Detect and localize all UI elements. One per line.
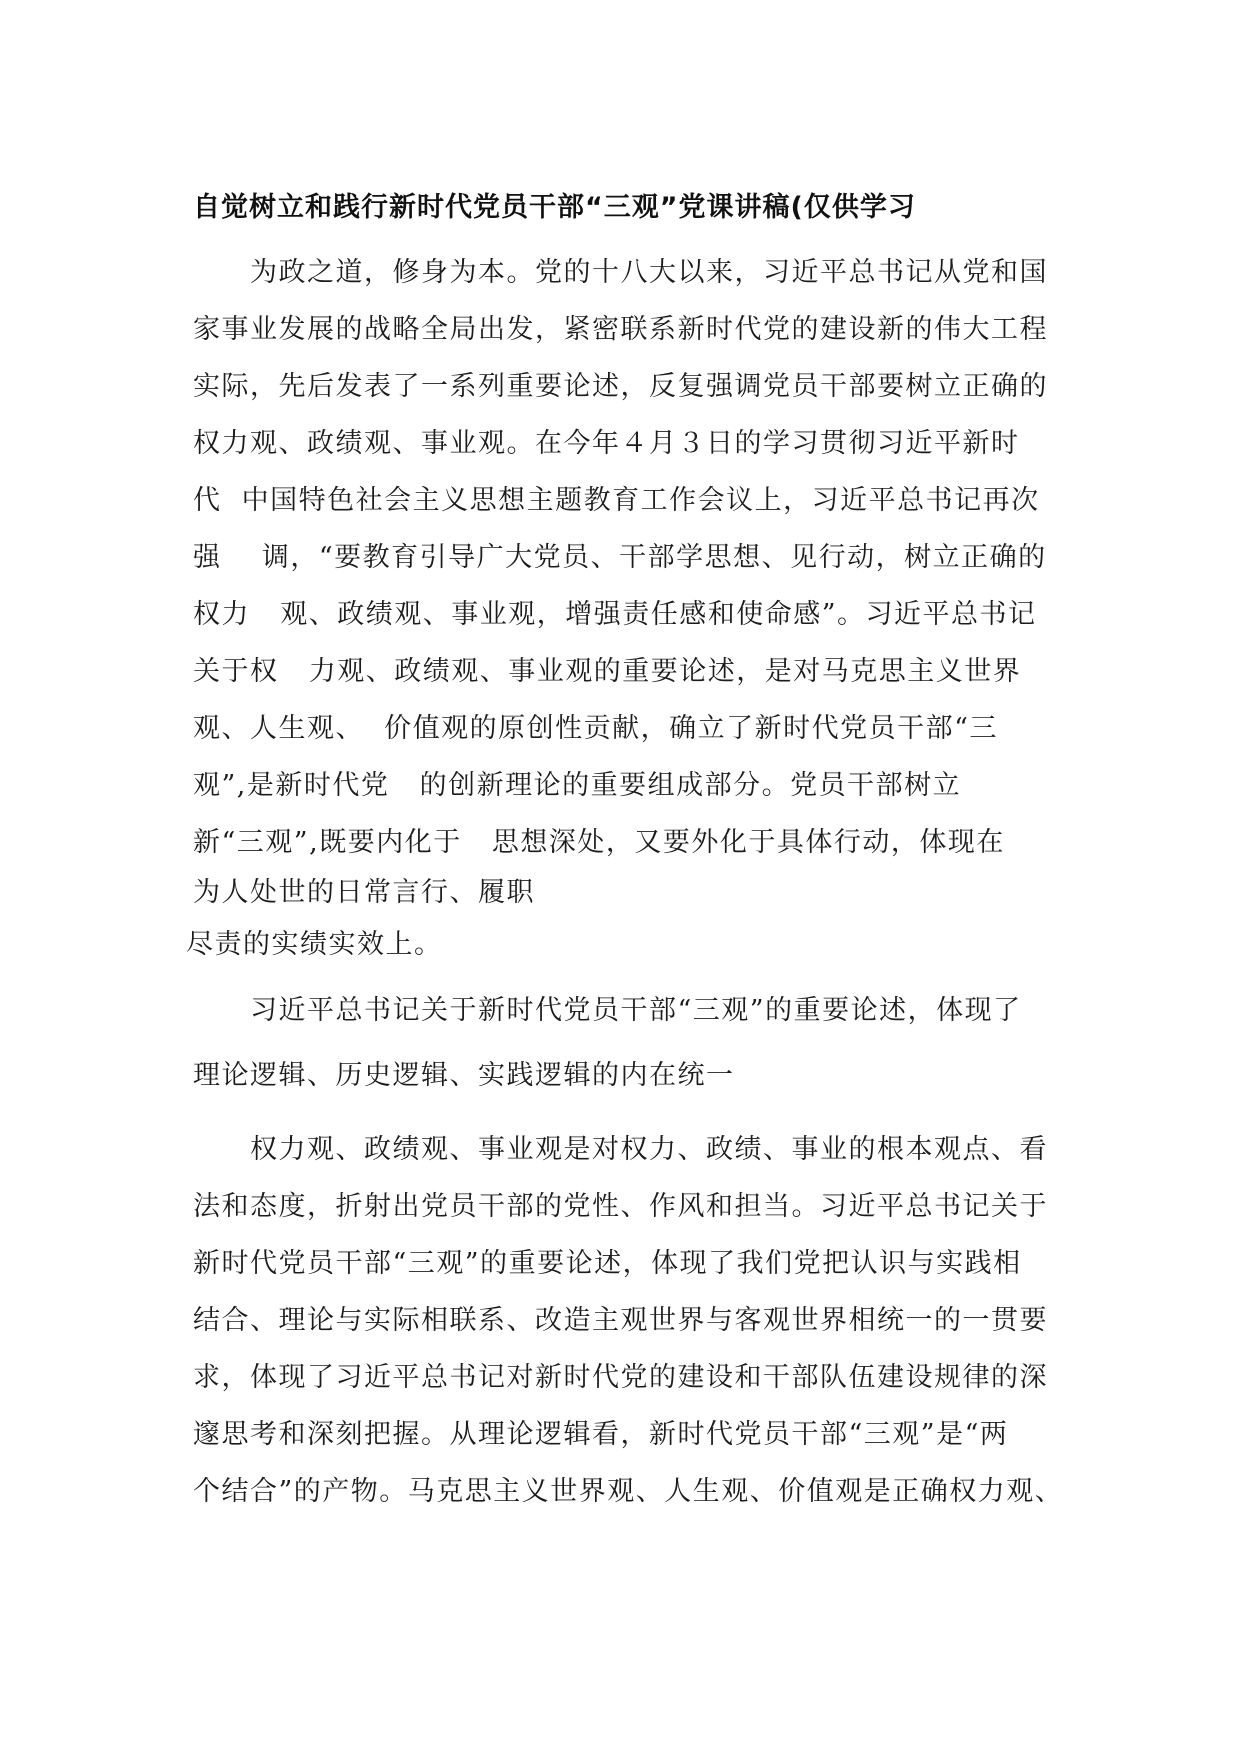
- paragraph-line: 法和态度，折射出党员干部的党性、作风和担当。习近平总书记关于: [193, 1191, 1048, 1222]
- paragraph-line: 观、人生观、 价值观的原创性贡献，确立了新时代党员干部“三: [193, 713, 998, 744]
- document-title: 自觉树立和践行新时代党员干部“三观”党课讲稿(仅供学习: [193, 192, 916, 223]
- paragraph-line: 习近平总书记关于新时代党员干部“三观”的重要论述，体现了: [250, 995, 1022, 1026]
- paragraph-line: 强 调，“要教育引导广大党员、干部学思想、见行动，树立正确的: [193, 542, 1047, 573]
- paragraph-line: 权力 观、政绩观、事业观，增强责任感和使命感”。习近平总书记: [193, 599, 1037, 630]
- paragraph-line: 尽责的实绩实效上。: [186, 929, 443, 960]
- paragraph-line: 观”,是新时代党 的创新理论的重要组成部分。党员干部树立: [193, 770, 962, 801]
- paragraph-line: 个结合”的产物。马克思主义世界观、人生观、价值观是正确权力观、: [193, 1476, 1064, 1507]
- paragraph-line: 权力观、政绩观、事业观是对权力、政绩、事业的根本观点、看: [250, 1134, 1048, 1165]
- paragraph-line: 新“三观”,既要内化于 思想深处，又要外化于具体行动，体现在: [193, 827, 1005, 858]
- paragraph-line: 求，体现了习近平总书记对新时代党的建设和干部队伍建设规律的深: [193, 1362, 1048, 1393]
- paragraph-line: 新时代党员干部“三观”的重要论述，体现了我们党把认识与实践相: [193, 1248, 1022, 1279]
- paragraph-line: 为政之道，修身为本。党的十八大以来，习近平总书记从党和国: [250, 257, 1048, 288]
- paragraph-line: 结合、理论与实际相联系、改造主观世界与客观世界相统一的一贯要: [193, 1305, 1048, 1336]
- paragraph-line: 为人处世的日常言行、履职: [193, 877, 535, 908]
- paragraph-line: 代 中国特色社会主义思想主题教育工作会议上，习近平总书记再次: [193, 485, 1040, 516]
- paragraph-line: 关于权 力观、政绩观、事业观的重要论述，是对马克思主义世界: [193, 656, 1022, 687]
- paragraph-line: 家事业发展的战略全局出发，紧密联系新时代党的建设新的伟大工程: [193, 314, 1048, 345]
- paragraph-line: 实际，先后发表了一系列重要论述，反复强调党员干部要树立正确的: [193, 371, 1048, 402]
- paragraph-line: 理论逻辑、历史逻辑、实践逻辑的内在统一: [193, 1060, 735, 1091]
- paragraph-line: 邃思考和深刻把握。从理论逻辑看，新时代党员干部“三观”是“两: [193, 1419, 1009, 1450]
- paragraph-line: 权力观、政绩观、事业观。在今年４月３日的学习贯彻习近平新时: [193, 428, 1020, 459]
